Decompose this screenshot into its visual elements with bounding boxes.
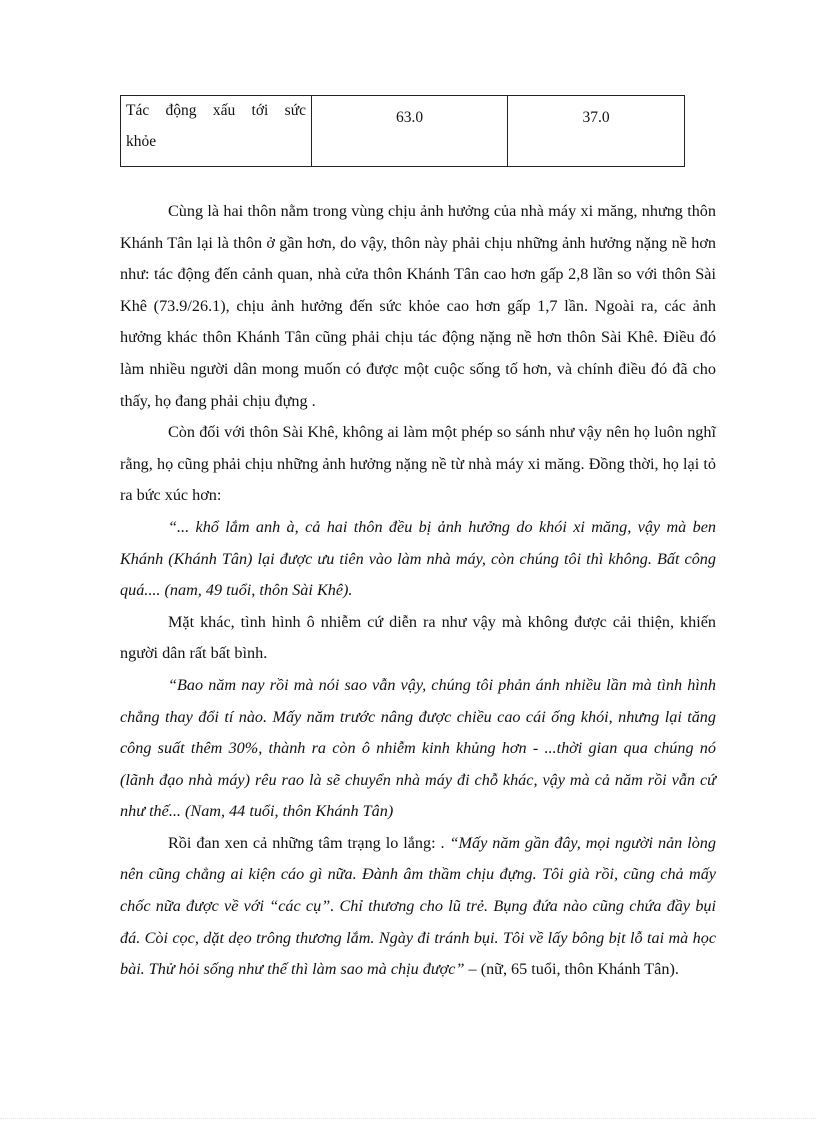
paragraph-sai-khe: Còn đối với thôn Sài Khê, không ai làm một phép so sánh như vậy nên họ luôn nghĩ rằng, họ cũng phải chịu những ảnh hưởng nặng nề từ nhà máy xi măng. Đồng thời, họ lại tỏ ra bức xúc hơn: xyxy=(120,423,716,505)
table-row-label-cell xyxy=(121,96,312,167)
worries-attribution: – (nữ, 65 tuổi, thôn Khánh Tân). xyxy=(464,960,679,979)
table-cell-value-2: 37.0 xyxy=(508,96,685,167)
worries-lead: Rồi đan xen cả những tâm trạng lo lắng: . xyxy=(168,833,450,852)
table-row-label-line2: khỏe xyxy=(126,133,157,150)
page-bottom-divider xyxy=(0,1118,816,1120)
table-cell-value-1: 63.0 xyxy=(312,96,508,167)
quote-khanh-tan-female: “Mấy năm gần đây, mọi người nản lòng nên cũng chẳng ai kiện cáo gì nữa. Đành âm thầm chịu đựng. Tôi già rồi, cũng chả mấy chốc nữa được về với “các cụ”. Chỉ thương cho lũ trẻ. Bụng đứa nào cũng chứa đầy bụi đá. Còi cọc, dặt dẹo trông thương lắm. Ngày đi tránh bụi. Tôi về lấy bông bịt lỗ tai mà học bài. Thử hỏi sống như thế thì làm sao mà chịu được” xyxy=(120,833,716,979)
body-text xyxy=(120,196,716,986)
table-row xyxy=(121,96,685,167)
survey-table xyxy=(120,95,685,167)
quote-khanh-tan-male: “Bao năm nay rồi mà nói sao vẫn vậy, chúng tôi phản ánh nhiều lần mà tình hình chẳng thay đổi tí nào. Mấy năm trước nâng được chiều cao cái ống khói, nhưng lại tăng công suất thêm 30%, thành ra còn ô nhiễm kinh khủng hơn - ...thời gian qua chúng nó (lãnh đạo nhà máy) rêu rao là sẽ chuyển nhà máy đi chỗ khác, vậy mà cả năm rồi vẫn cứ như thế... (Nam, 44 tuổi, thôn Khánh Tân) xyxy=(120,675,716,821)
paragraph-proximity: Cùng là hai thôn nằm trong vùng chịu ảnh hưởng của nhà máy xi măng, nhưng thôn Khánh Tân lại là thôn ở gần hơn, do vậy, thôn này phải chịu những ảnh hưởng nặng nề hơn như: tác động đến cảnh quan, nhà cửa thôn Khánh Tân cao hơn gấp 2,8 lần so với thôn Sài Khê (73.9/26.1), chịu ảnh hưởng đến sức khỏe cao hơn gấp 1,7 lần. Ngoài ra, các ảnh hưởng khác thôn Khánh Tân cũng phải chịu tác động nặng nề hơn thôn Sài Khê. Điều đó làm nhiều người dân mong muốn có được một cuộc sống tố hơn, và chính điều đó đã cho thấy, họ đang phải chịu đựng . xyxy=(120,202,716,410)
paragraph-worries xyxy=(120,828,716,986)
paragraph-pollution: Mặt khác, tình hình ô nhiễm cứ diễn ra như vậy mà không được cải thiện, khiến người dân rất bất bình. xyxy=(120,612,716,663)
quote-sai-khe-male: “... khổ lắm anh à, cả hai thôn đều bị ảnh hưởng do khói xi măng, vậy mà ben Khánh (Khánh Tân) lại được ưu tiên vào làm nhà máy, còn chúng tôi thì không. Bất công quá.... (nam, 49 tuổi, thôn Sài Khê). xyxy=(120,517,716,600)
table-row-label-line1: Tác động xấu tới sức xyxy=(126,102,306,119)
